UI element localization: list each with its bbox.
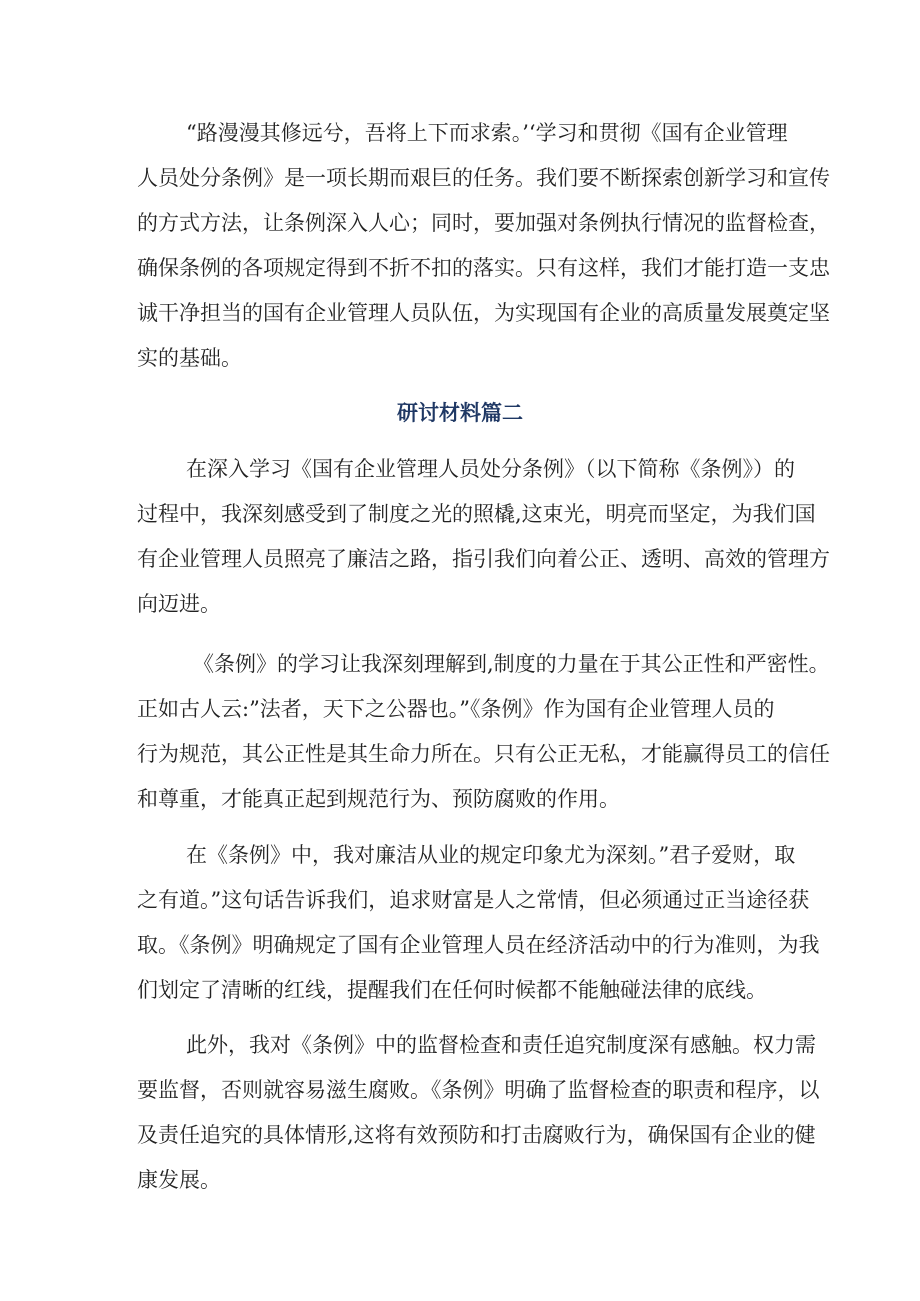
paragraph-line: 诚干净担当的国有企业管理人员队伍，为实现国有企业的高质量发展奠定坚 [137, 301, 830, 325]
paragraph-line: 《条例》的学习让我深刻理解到,制度的力量在于其公正性和严密性。 [193, 652, 830, 676]
paragraph-line: 们划定了清晰的红线，提醒我们在任何时候都不能触碰法律的底线。 [137, 978, 767, 1002]
paragraph-line: 之有道。”这句话告诉我们，追求财富是人之常情，但必须通过正当途径获 [137, 888, 810, 912]
paragraph-line: 和尊重，才能真正起到规范行为、预防腐败的作用。 [137, 787, 620, 811]
paragraph-line: 康发展。 [137, 1168, 221, 1192]
paragraph-line: 正如古人云:”法者，天下之公器也。”《条例》作为国有企业管理人员的 [137, 697, 775, 721]
paragraph-line: 行为规范，其公正性是其生命力所在。只有公正无私，才能赢得员工的信任 [137, 742, 830, 766]
paragraph-line: 确保条例的各项规定得到不折不扣的落实。只有这样，我们才能打造一支忠 [137, 256, 830, 280]
paragraph-line: 要监督，否则就容易滋生腐败。《条例》明确了监督检查的职责和程序，以 [137, 1078, 820, 1102]
paragraph-line: 过程中，我深刻感受到了制度之光的照橇,这束光，明亮而坚定，为我们国 [137, 502, 816, 526]
paragraph-line: 在《条例》中，我对廉洁从业的规定印象尤为深刻。”君子爱财，取 [186, 843, 796, 867]
paragraph-line: 及责任追究的具体情形,这将有效预防和打击腐败行为，确保国有企业的健 [137, 1123, 816, 1147]
paragraph-line: 此外，我对《条例》中的监督检查和责任追究制度深有感触。权力需 [186, 1033, 816, 1057]
paragraph-line: 实的基础。 [137, 346, 242, 370]
paragraph-line: 的方式方法，让条例深入人心；同时，要加强对条例执行情况的监督检查， [137, 211, 830, 235]
paragraph-line: 有企业管理人员照亮了廉洁之路，指引我们向着公正、透明、高效的管理方 [137, 547, 830, 571]
paragraph-line: 人员处分条例》是一项长期而艰巨的任务。我们要不断探索创新学习和宣传 [137, 166, 830, 190]
paragraph-line: 在深入学习《国有企业管理人员处分条例》（以下简称《条例》）的 [186, 457, 795, 481]
section-heading: 研讨材料篇二 [397, 400, 523, 425]
paragraph-line: 取。《条例》明确规定了国有企业管理人员在经济活动中的行为准则，为我 [137, 933, 820, 957]
paragraph-line: 向迈进。 [137, 592, 221, 616]
paragraph-line: “路漫漫其修远兮，吾将上下而求索。’‘学习和贯彻《国有企业管理 [186, 121, 788, 145]
